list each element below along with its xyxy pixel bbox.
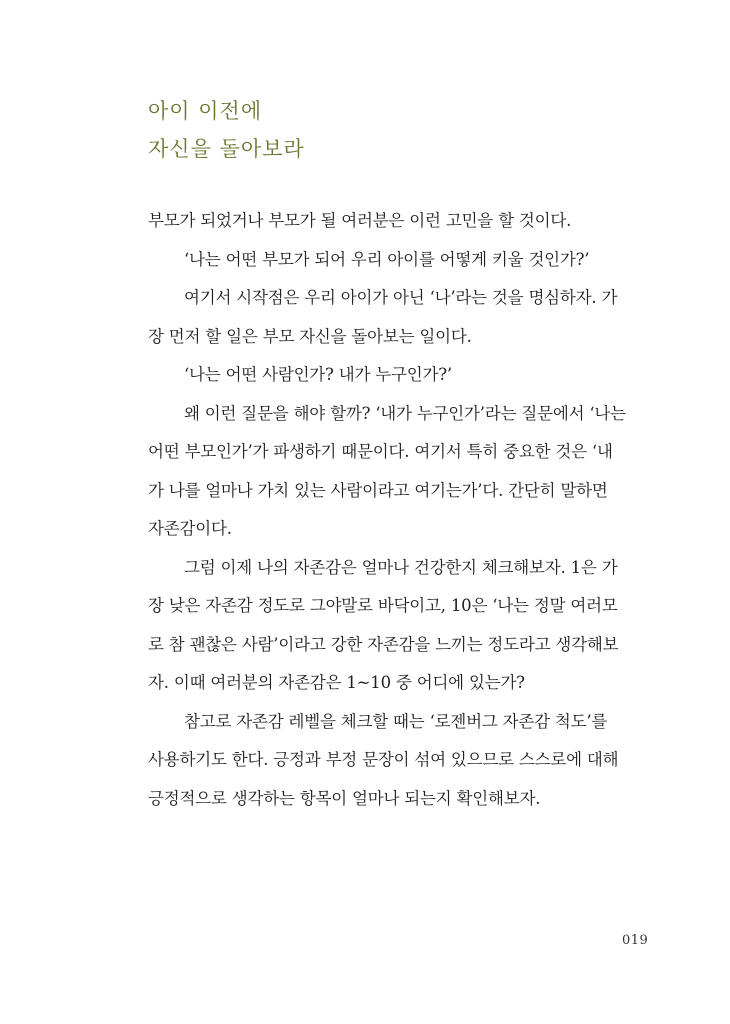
heading-line-2: 자신을 돌아보라	[148, 137, 305, 161]
text-line: 로 참 괜찮은 사람’이라고 강한 자존감을 느끼는 정도라고 생각해보	[148, 634, 619, 654]
section-heading	[148, 92, 305, 168]
text-line: 여기서 시작점은 우리 아이가 아닌 ‘나’라는 것을 명심하자. 가	[184, 288, 618, 307]
text-line: 어떤 부모인가’가 파생하기 때문이다. 여기서 특히 중요한 것은 ‘내	[148, 442, 613, 461]
text-line: 장 먼저 할 일은 부모 자신을 돌아보는 일이다.	[148, 326, 472, 346]
text-line: 자존감이다.	[148, 519, 232, 538]
text-line: ‘나는 어떤 부모가 되어 우리 아이를 어떻게 키울 것인가?’	[184, 249, 590, 269]
text-line: 왜 이런 질문을 해야 할까? ‘내가 누구인가’라는 질문에서 ‘나는	[184, 403, 626, 423]
text-line: 긍정적으로 생각하는 항목이 얼마나 되는지 확인해보자.	[148, 788, 541, 808]
text-line: 장 낮은 자존감 정도로 그야말로 바닥이고, 10은 ‘나는 정말 여러모	[148, 596, 618, 615]
text-line: 부모가 되었거나 부모가 될 여러분은 이런 고민을 할 것이다.	[148, 211, 572, 230]
text-line: 자. 이때 여러분의 자존감은 1~10 중 어디에 있는가?	[148, 673, 525, 692]
heading-line-1: 아이 이전에	[148, 99, 263, 123]
text-line: 그럼 이제 나의 자존감은 얼마나 건강한지 체크해보자. 1은 가	[184, 557, 618, 577]
page-number: 019	[622, 933, 649, 948]
text-line: 가 나를 얼마나 가치 있는 사람이라고 여기는가’다. 간단히 말하면	[148, 480, 608, 500]
text-line: ‘나는 어떤 사람인가? 내가 누구인가?’	[184, 365, 452, 384]
text-line: 사용하기도 한다. 긍정과 부정 문장이 섞여 있으므로 스스로에 대해	[148, 750, 619, 769]
body-text	[148, 202, 668, 818]
text-line: 참고로 자존감 레벨을 체크할 때는 ‘로젠버그 자존감 척도’를	[184, 711, 608, 731]
